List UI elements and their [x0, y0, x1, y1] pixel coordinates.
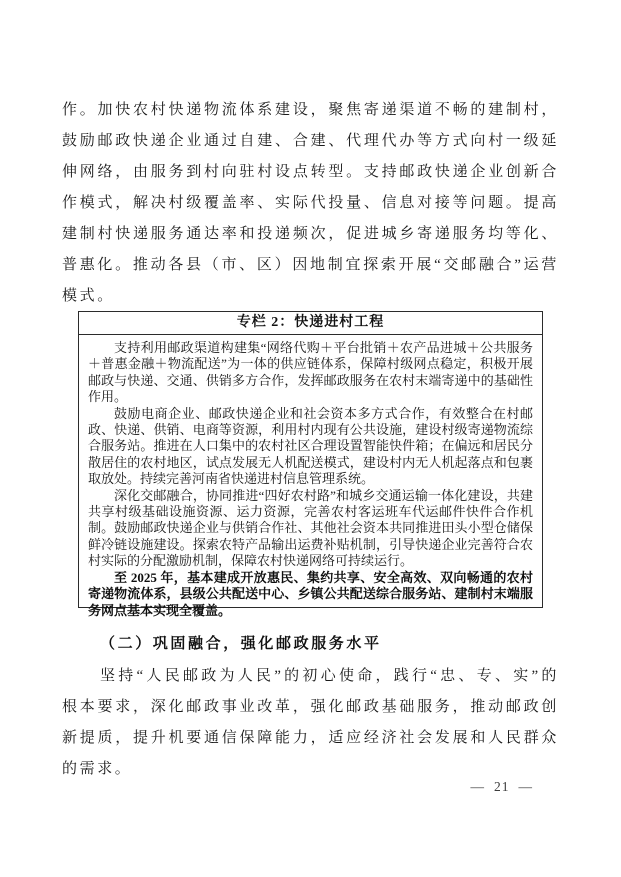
column-box — [78, 311, 543, 618]
section-paragraph: 坚持“人民邮政为人民”的初心使命，践行“忠、专、实”的根本要求，深化邮政事业改革，强化邮政基础服务，推动邮政创新提质，提升机要通信保障能力，适应经济社会发展和人民群众的需求。 — [62, 668, 559, 777]
intro-paragraph: 作。加快农村快递物流体系建设，聚焦寄递渠道不畅的建制村，鼓励邮政快递企业通过自建、合建、代理代办等方式向村一级延伸网络，由服务到村向驻村设点转型。支持邮政快递企业创新合作模式，解决村级覆盖率、实际代投量、信息对接等问题。提高建制村快递服务通达率和投递频次，促进城乡寄递服务均等化、普惠化。推动各县（市、区）因地制宜探索开展“交邮融合”运营模式。 — [62, 102, 559, 304]
section-heading: （二）巩固融合，强化邮政服务水平 — [100, 636, 382, 652]
column-box-title: 专栏 2：快递进村工程 — [79, 312, 542, 335]
column-box-paragraph-2: 鼓励电商企业、邮政快递企业和社会资本多方式合作，有效整合在村邮政、快递、供销、电商等资源，利用村内现有公共设施，建设村级寄递物流综合服务站。推进在人口集中的农村社区合理设置智能快件箱；在偏远和居民分散居住的农村地区，试点发展无人机配送模式，建设村内无人机起落点和包裹取放处。持续完善河南省快递进村信息管理系统。 — [88, 405, 533, 487]
section-block — [62, 629, 559, 785]
page-number-value: 21 — [494, 779, 510, 794]
column-box-paragraph-1: 支持利用邮政渠道构建集“网络代购＋平台批销＋农产品进城＋公共服务＋普惠金融＋物流配送”为一体的供应链体系，保障村级网点稳定，积极开展邮政与快递、交通、供销多方合作，发挥邮政服务在农村末端寄递中的基础性作用。 — [88, 340, 533, 405]
page-number — [471, 779, 534, 795]
page-number-dash-right: — — [518, 779, 533, 794]
column-box-emphasis-paragraph: 至 2025 年，基本建成开放惠民、集约共享、安全高效、双向畅通的农村寄递物流体系，县级公共配送中心、乡镇公共配送综合服务站、建制村末端服务网点基本实现全覆盖。 — [88, 569, 533, 618]
column-box-paragraph-3: 深化交邮融合，协同推进“四好农村路”和城乡交通运输一体化建设，共建共享村级基础设施资源、运力资源，完善农村客运班车代运邮件快件合作机制。鼓励邮政快递企业与供销合作社、其他社会资本共同推进田头小型仓储保鲜冷链设施建设。探索农特产品输出运费补贴机制，引导快递企业完善符合农村实际的分配激励机制，保障农村快递网络可持续运行。 — [88, 487, 533, 569]
page-number-dash-left: — — [470, 779, 485, 794]
column-box-body — [79, 335, 542, 619]
